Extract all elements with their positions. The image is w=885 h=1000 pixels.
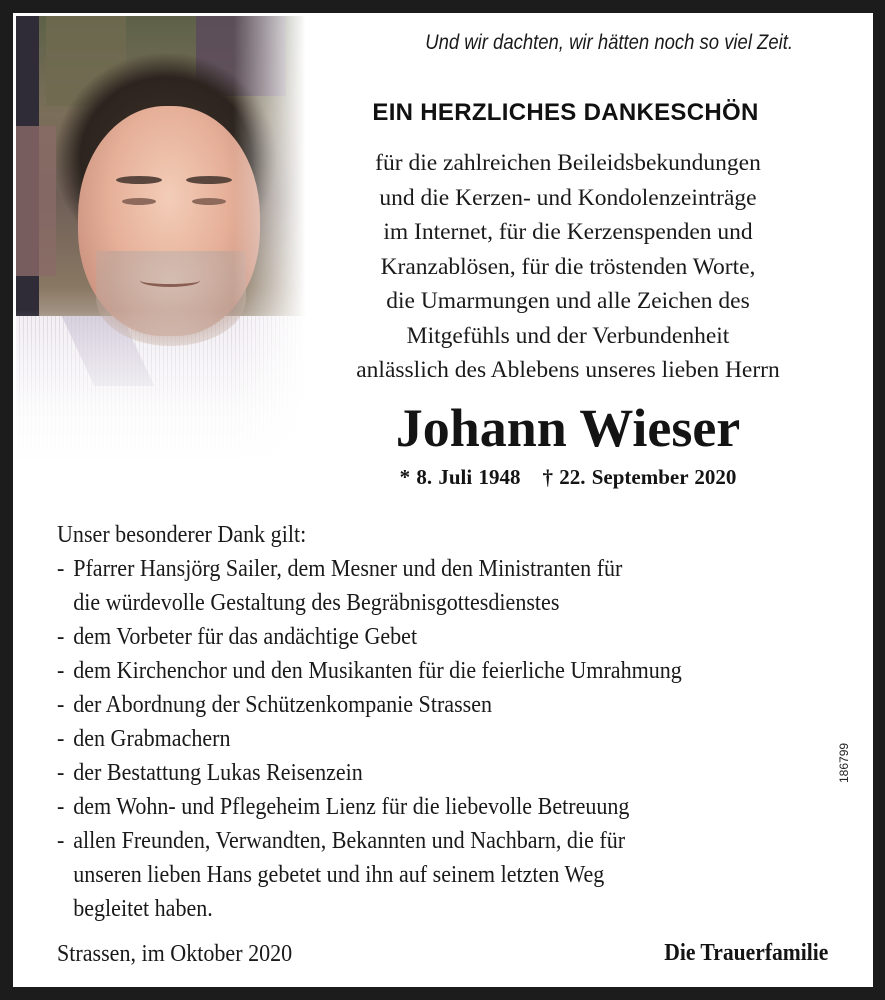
thanks-heading: Unser besonderer Dank gilt:: [57, 521, 307, 548]
thanks-item-continuation: begleitet haben.: [73, 895, 213, 922]
headline: EIN HERZLICHES DANKESCHÖN: [372, 99, 759, 126]
death-date: † 22. September 2020: [542, 465, 737, 489]
obituary-card: [13, 13, 873, 987]
portrait-photo: [16, 16, 306, 468]
intro-line: für die zahlreichen Beileidsbekundungen: [375, 150, 761, 176]
deceased-name: Johann Wieser: [395, 398, 741, 458]
ad-number: 186799: [837, 742, 851, 783]
life-dates: [293, 465, 843, 490]
intro-line: im Internet, für die Kerzenspenden und: [383, 219, 753, 245]
thanks-item-continuation: die würdevolle Gestaltung des Begräbnisgottesdienstes: [73, 589, 560, 616]
signature: Die Trauerfamilie: [663, 940, 828, 966]
intro-line: Mitgefühls und der Verbundenheit: [406, 322, 730, 349]
thanks-item: - der Bestattung Lukas Reisenzein: [57, 759, 363, 786]
motto-quote: Und wir dachten, wir hätten noch so viel Zeit.: [425, 31, 793, 54]
intro-line: und die Kerzen- und Kondolenzeinträge: [379, 184, 757, 211]
intro-line: anlässlich des Ablebens unseres lieben Herrn: [356, 357, 780, 383]
thanks-item: - dem Wohn- und Pflegeheim Lienz für die liebevolle Betreuung: [57, 793, 630, 820]
thanks-item-continuation: unseren lieben Hans gebetet und ihn auf seinem letzten Weg: [73, 861, 605, 888]
thanks-section: [57, 518, 873, 926]
thanks-item: - der Abordnung der Schützenkompanie Strassen: [57, 691, 493, 718]
thanks-item: - dem Vorbeter für das andächtige Gebet: [57, 623, 418, 650]
place-and-date: Strassen, im Oktober 2020: [57, 940, 293, 967]
birth-date: * 8. Juli 1948: [399, 465, 521, 489]
thanks-item: - allen Freunden, Verwandten, Bekannten und Nachbarn, die für: [57, 827, 626, 854]
intro-line: Kranzablösen, für die tröstenden Worte,: [380, 253, 756, 280]
intro-line: die Umarmungen und alle Zeichen des: [386, 288, 750, 314]
photo-fade: [16, 16, 306, 468]
intro-text: [293, 146, 843, 388]
thanks-item: - Pfarrer Hansjörg Sailer, dem Mesner und den Ministranten für: [57, 555, 623, 582]
thanks-item: - den Grabmachern: [57, 725, 231, 752]
thanks-item: - dem Kirchenchor und den Musikanten für die feierliche Umrahmung: [57, 657, 682, 684]
